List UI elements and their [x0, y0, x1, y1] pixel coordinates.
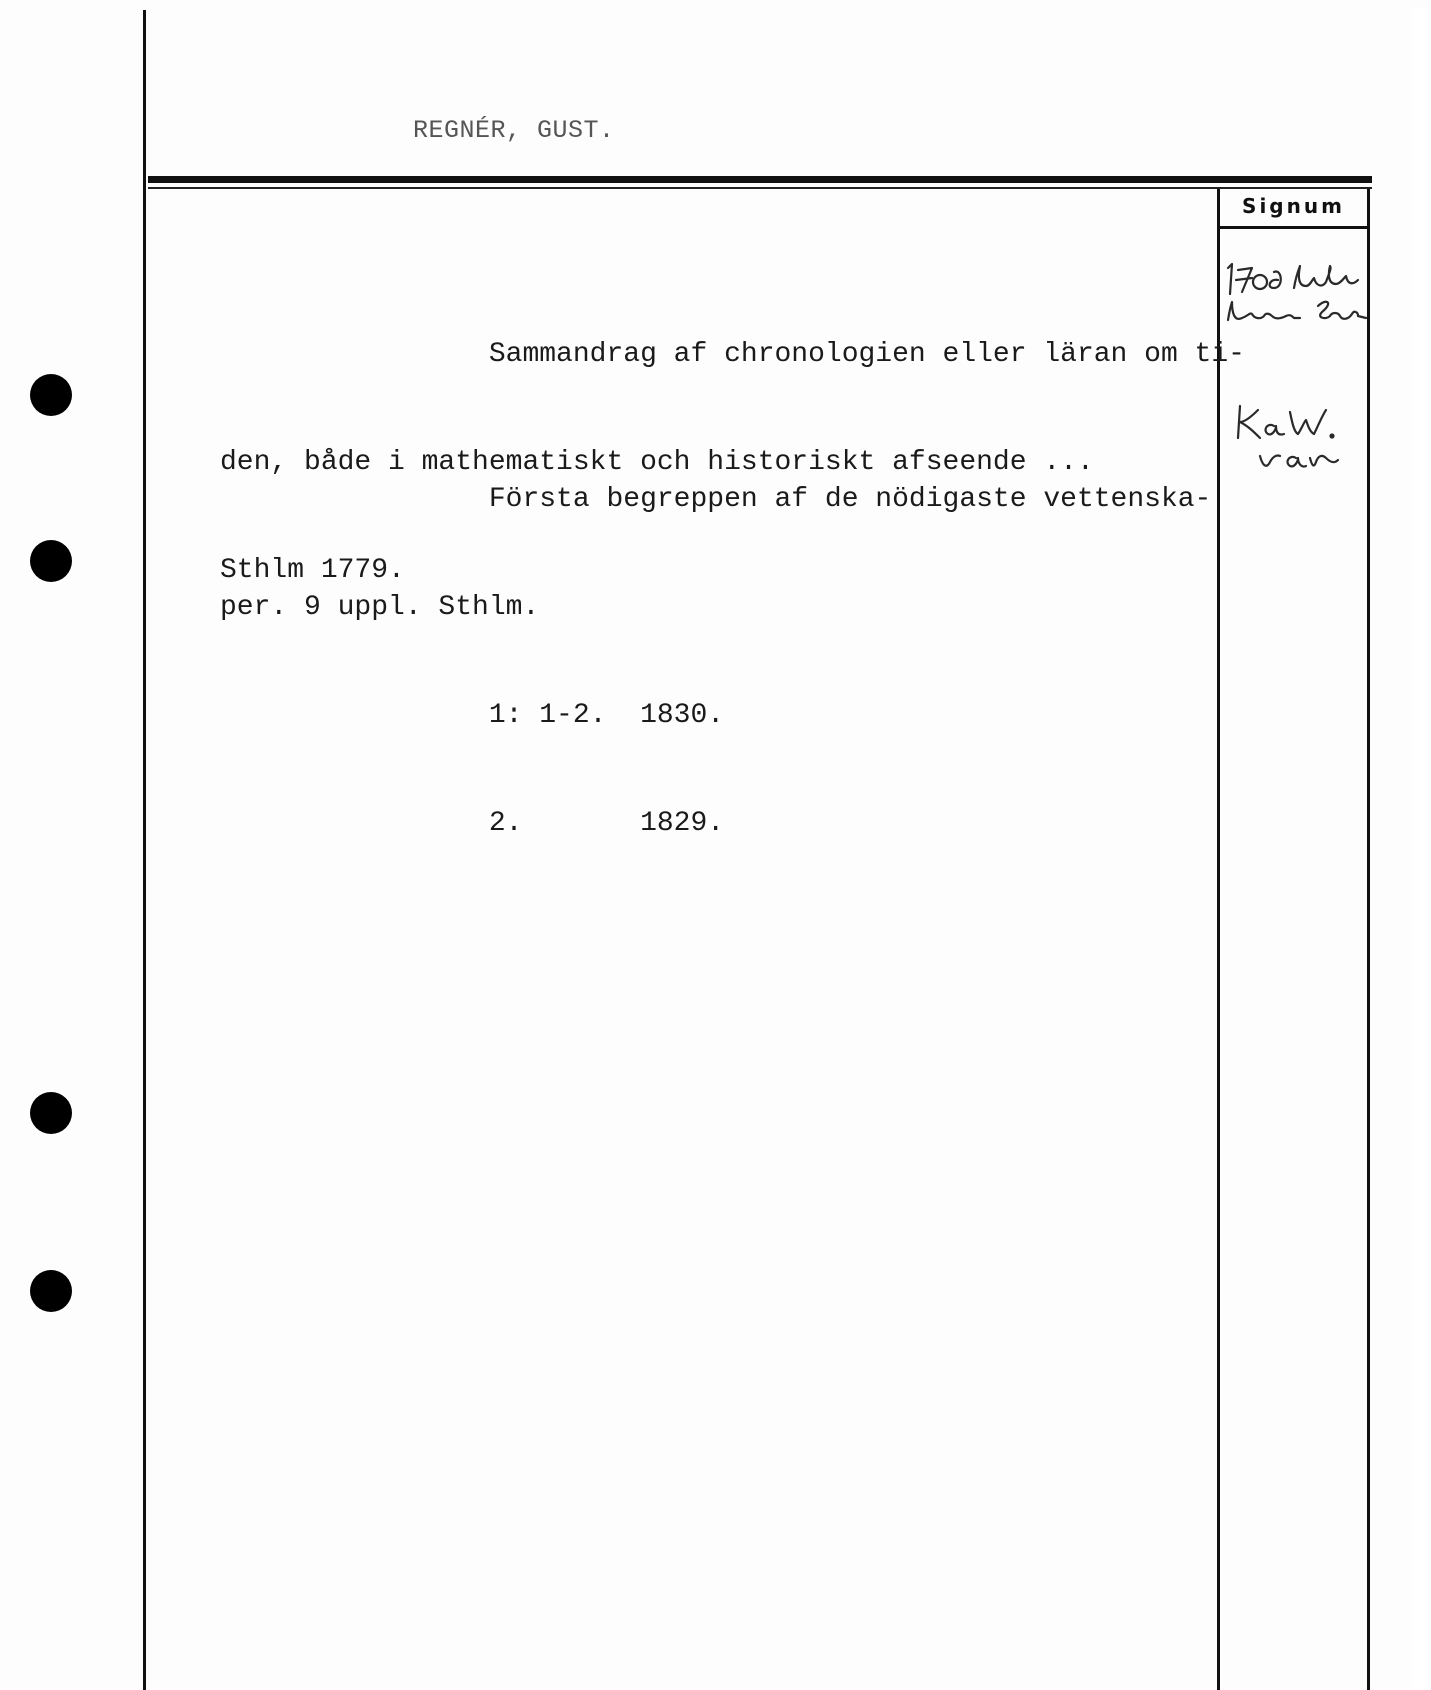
entry-2-line-3: 1: 1-2. 1830. — [220, 700, 725, 731]
signum-column-border-right — [1367, 189, 1370, 1690]
entry-2-line-2: per. 9 uppl. Sthlm. — [220, 592, 540, 623]
entry-1-line-3: Sthlm 1779. — [220, 555, 405, 586]
handwritten-signum-1-icon — [1222, 258, 1367, 338]
header-rule-thick — [148, 176, 1372, 183]
punch-hole-icon — [30, 374, 72, 416]
punch-hole-icon — [30, 1092, 72, 1134]
header-rule-thin — [148, 187, 1372, 189]
entry-2-line-4: 2. 1829. — [220, 808, 725, 839]
signum-underline — [1220, 226, 1367, 229]
entry-1-line-2: den, både i mathematiskt och historiskt afseende ... — [220, 447, 1094, 478]
entry-2 — [220, 410, 1211, 914]
signum-label: Signum — [1242, 194, 1345, 218]
handwritten-signum-2-icon — [1230, 400, 1350, 475]
card-heading: REGNÉR, GUST. — [413, 116, 615, 145]
entry-2-line-1: Första begreppen af de nödigaste vettenska- — [220, 484, 1212, 515]
punch-hole-icon — [30, 1270, 72, 1312]
entry-1-line-1: Sammandrag af chronologien eller läran om ti- — [220, 339, 1245, 370]
punch-hole-icon — [30, 540, 72, 582]
left-margin-rule — [143, 10, 146, 1690]
paper-edge — [1412, 8, 1431, 1690]
